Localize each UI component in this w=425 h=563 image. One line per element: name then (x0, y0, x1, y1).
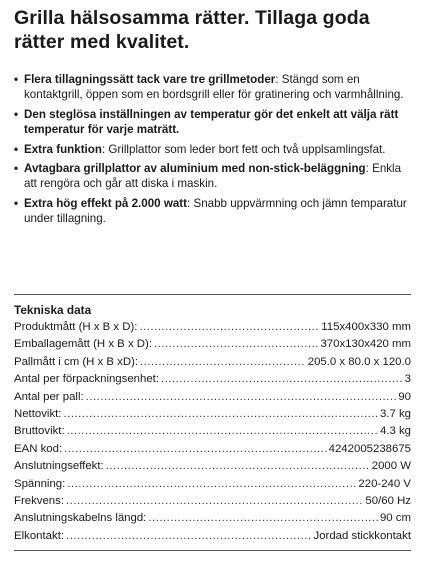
spec-row (14, 371, 411, 388)
feature-bold: Avtagbara grillplattor av aluminium med non-stick-beläggning (24, 162, 366, 176)
feature-list (14, 72, 409, 231)
dot-leader (66, 528, 311, 545)
spec-value: 2000 W (371, 460, 411, 473)
spec-label: Frekvens: (14, 494, 65, 507)
divider-bottom (14, 550, 411, 551)
feature-item (14, 161, 409, 192)
dot-leader (64, 441, 327, 458)
spec-row (14, 319, 411, 336)
spec-label: Elkontakt: (14, 529, 65, 542)
feature-text: : Stängd som en kontaktgrill, öppen som en bordsgrill eller för gratinering och varmhållning. (24, 73, 404, 102)
dot-leader (106, 458, 370, 475)
dot-leader (67, 423, 378, 440)
spec-value: 220-240 V (358, 477, 411, 490)
spec-label: Pallmått i cm (H x B xD): (14, 355, 139, 368)
spec-value: 3.7 kg (379, 407, 411, 420)
headline: Grilla hälsosamma rätter. Tillaga goda rätter med kvalitet. (14, 7, 370, 53)
spec-value: Jordad stickkontakt (313, 529, 411, 542)
bullet-icon: • (14, 162, 19, 176)
feature-bold: Flera tillagningssätt tack vare tre grillmetoder (24, 73, 276, 86)
dot-leader (63, 406, 377, 423)
feature-item (14, 107, 409, 138)
spec-row (14, 354, 411, 371)
spec-row (14, 336, 411, 353)
dot-leader (161, 371, 403, 388)
feature-text: : Grillplattor som leder bort fett och två upplsamlingsfat. (101, 142, 386, 156)
spec-row (14, 441, 411, 458)
divider-top (14, 294, 411, 295)
spec-label: EAN kod: (14, 442, 63, 455)
spec-value: 4242005238675 (328, 442, 411, 455)
bullet-icon: • (14, 142, 19, 156)
spec-label: Anslutningskabelns längd: (14, 512, 147, 525)
feature-bold: Den steglösa inställningen av temperatur gör det enkelt att välja rätt temperatur för varje maträtt. (24, 107, 399, 137)
spec-label: Spänning: (14, 477, 66, 490)
feature-text: : Snabb uppvärmning och jämn temparatur under tillagning. (24, 196, 407, 226)
feature-bold: Extra funktion (24, 142, 102, 156)
spec-value: 370x130x420 mm (320, 338, 411, 351)
dot-leader (148, 510, 378, 527)
dot-leader (66, 493, 363, 510)
tech-title: Tekniska data (14, 303, 92, 317)
spec-table (14, 319, 411, 545)
spec-label: Produktmått (H x B x D): (14, 321, 138, 333)
spec-row (14, 476, 411, 493)
spec-label: Emballagemått (H x B x D): (14, 338, 152, 351)
feature-text: : Enkla att rengöra och går att diska i maskin. (24, 162, 402, 191)
spec-value: 50/60 Hz (365, 494, 411, 507)
spec-label: Anslutningseffekt: (14, 460, 104, 473)
bullet-icon: • (14, 107, 19, 121)
spec-row (14, 458, 411, 475)
bullet-icon: • (14, 73, 19, 86)
feature-item (14, 142, 409, 157)
spec-value: 3 (404, 373, 411, 386)
spec-label: Antal per förpackningsenhet: (14, 373, 160, 386)
spec-label: Nettovikt: (14, 407, 62, 420)
dot-leader (140, 354, 306, 371)
spec-value: 115x400x330 mm (321, 321, 411, 333)
spec-row (14, 493, 411, 510)
spec-value: 90 (398, 390, 411, 403)
dot-leader (139, 319, 319, 336)
spec-value: 205.0 x 80.0 x 120.0 (307, 355, 411, 368)
feature-item (14, 196, 409, 227)
spec-row (14, 389, 411, 406)
dot-leader (154, 336, 318, 353)
spec-row (14, 510, 411, 527)
feature-item (14, 72, 409, 103)
dot-leader (67, 476, 356, 493)
spec-value: 90 cm (379, 512, 411, 525)
spec-label: Antal per pall: (14, 390, 84, 403)
spec-row (14, 406, 411, 423)
spec-row (14, 423, 411, 440)
bullet-icon: • (14, 196, 19, 210)
dot-leader (86, 389, 397, 406)
feature-bold: Extra hög effekt på 2.000 watt (24, 196, 188, 210)
spec-label: Bruttovikt: (14, 425, 65, 438)
spec-row (14, 528, 411, 545)
spec-value: 4.3 kg (379, 425, 411, 438)
